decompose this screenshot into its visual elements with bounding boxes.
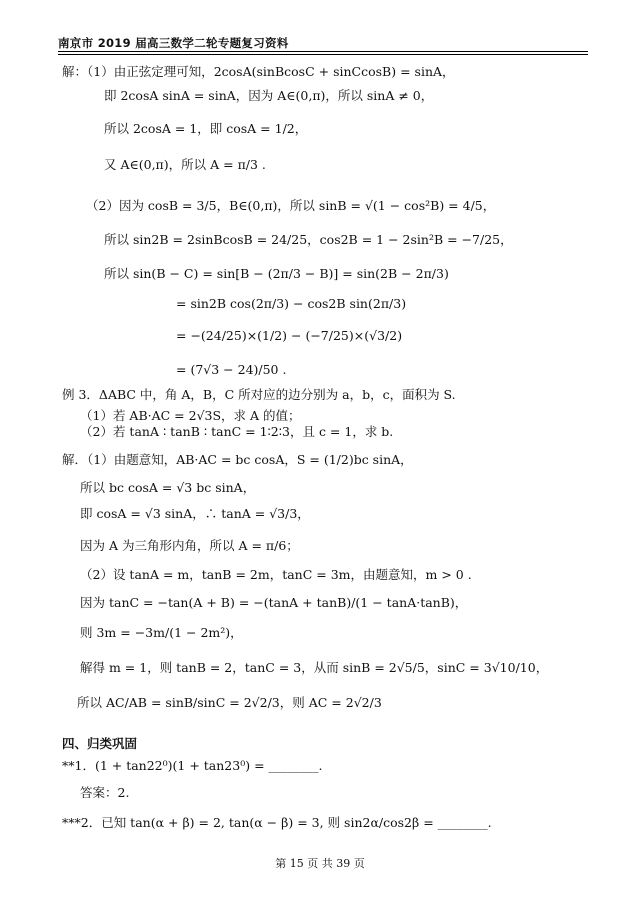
text-line: 所以 AC/AB = sinB/sinC = 2√2/3，则 AC = 2√2/3 — [77, 695, 382, 710]
text-line: 因为 A 为三角形内角，所以 A = π/6； — [80, 538, 299, 553]
page-footer: 第 15 页 共 39 页 — [275, 857, 365, 870]
text-line: = sin2B cos(2π/3) − cos2B sin(2π/3) — [176, 296, 407, 311]
text-line: 即 2cosA sinA = sinA，因为 A∈(0,π)，所以 sinA ≠ 0， — [104, 88, 434, 103]
text-line: **1．(1 + tan22⁰)(1 + tan23⁰) = ________. — [62, 758, 323, 773]
text-line: 所以 sin(B − C) = sin[B − (2π/3 − B)] = sin(2B − 2π/3) — [104, 266, 449, 281]
section-heading: 四、归类巩固 — [62, 736, 138, 751]
text-line: 所以 2cosA = 1，即 cosA = 1/2， — [104, 121, 308, 136]
page-header: 南京市 2019 届高三数学二轮专题复习资料 — [58, 36, 289, 50]
text-line: 所以 bc cosA = √3 bc sinA， — [80, 480, 256, 495]
text-line: （1）若 AB·AC = 2√3S，求 A 的值； — [80, 408, 301, 423]
text-line: 解．（1）由题意知，AB·AC = bc cosA，S = (1/2)bc sinA， — [62, 452, 413, 467]
text-line: ***2．已知 tan(α + β) = 2, tan(α − β) = 3, 则 sin2α/cos2β = ________. — [62, 815, 492, 830]
text-line: （2）若 tanA ∶ tanB ∶ tanC = 1∶2∶3，且 c = 1，求 b. — [80, 424, 394, 439]
text-line: （2）因为 cosB = 3/5，B∈(0,π)，所以 sinB = √(1 − cos²B) = 4/5， — [86, 198, 496, 213]
text-line: 则 3m = −3m/(1 − 2m²)， — [80, 625, 243, 640]
text-line: 即 cosA = √3 sinA，∴ tanA = √3/3， — [80, 506, 310, 521]
header-rule-thin — [58, 54, 588, 55]
header-rule — [58, 51, 588, 52]
text-line: 解得 m = 1，则 tanB = 2，tanC = 3，从而 sinB = 2√5/5，sinC = 3√10/10， — [80, 660, 549, 675]
text-line: 所以 sin2B = 2sinBcosB = 24/25，cos2B = 1 − 2sin²B = −7/25， — [104, 232, 513, 247]
text-line: （2）设 tanA = m，tanB = 2m，tanC = 3m，由题意知，m > 0 . — [80, 567, 472, 582]
text-line: 又 A∈(0,π)，所以 A = π/3 . — [104, 157, 266, 172]
text-line: = (7√3 − 24)/50 . — [176, 362, 287, 377]
text-line: = −(24/25)×(1/2) − (−7/25)×(√3/2) — [176, 328, 403, 343]
text-line: 解：（1）由正弦定理可知，2cosA(sinBcosC + sinCcosB) = sinA， — [62, 64, 455, 79]
text-line: 例 3．ΔABC 中，角 A，B，C 所对应的边分别为 a，b，c，面积为 S. — [62, 387, 456, 402]
text-line: 因为 tanC = −tan(A + B) = −(tanA + tanB)/(1 − tanA·tanB)， — [80, 595, 468, 610]
text-line: 答案：2. — [80, 785, 130, 800]
